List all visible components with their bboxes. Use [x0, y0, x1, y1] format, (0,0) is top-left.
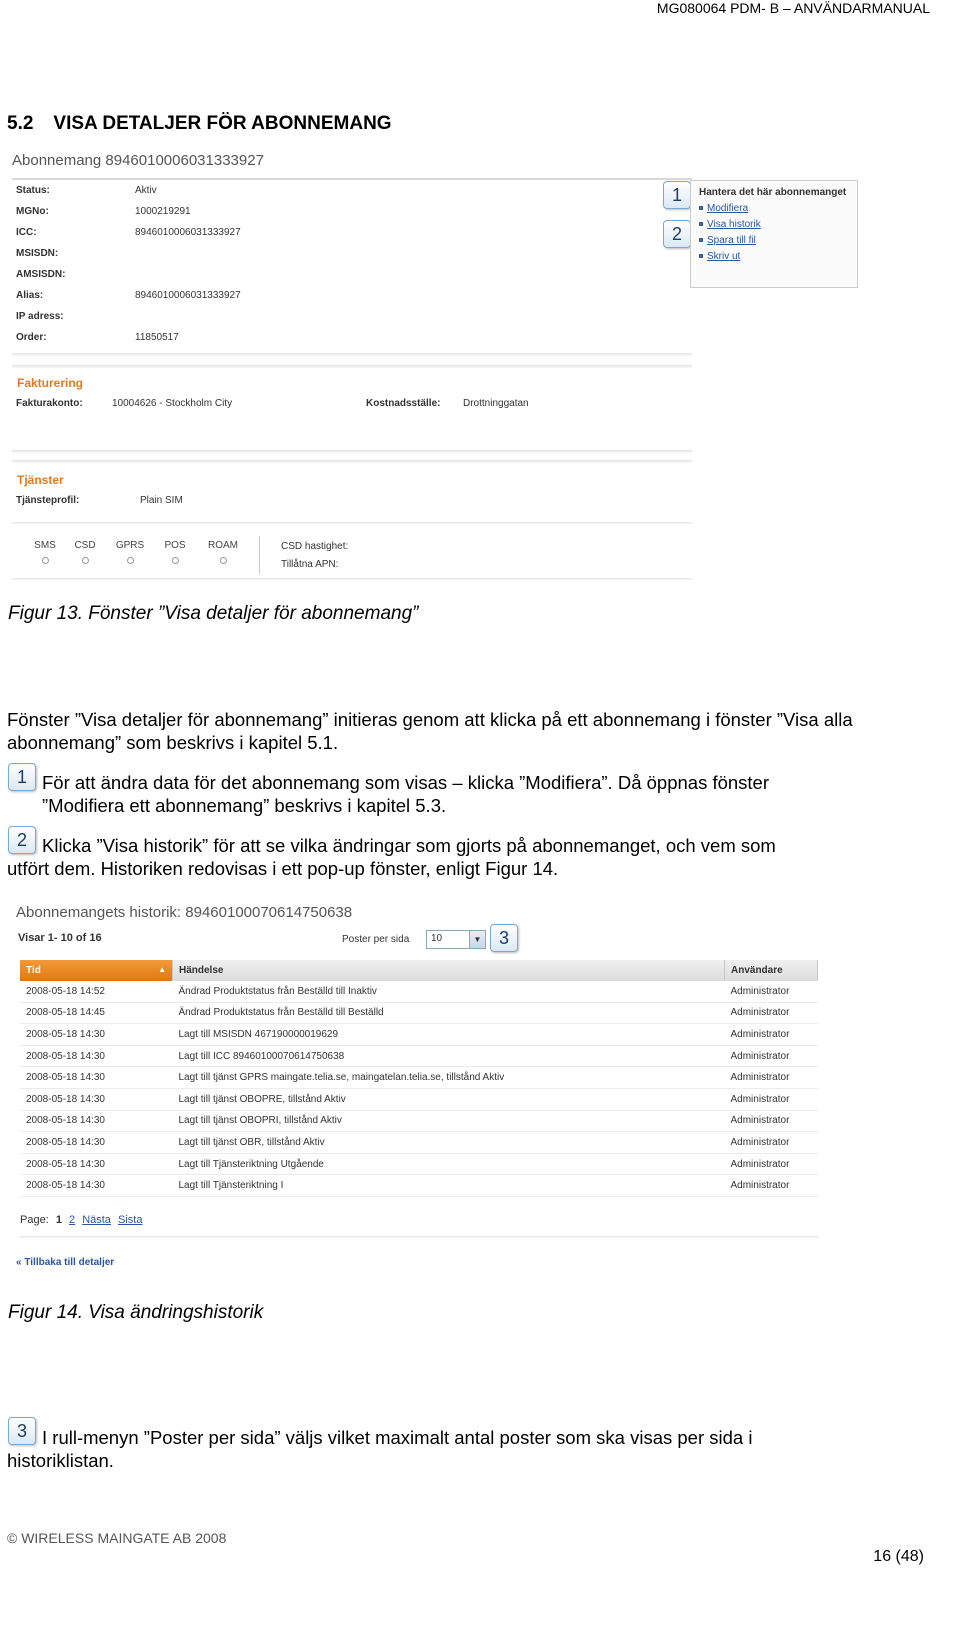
chevron-down-icon[interactable]: ▼ — [469, 931, 485, 948]
service-gprs[interactable] — [114, 540, 146, 564]
user-cell: Administrator — [725, 981, 818, 1002]
pagination-label: Page: — [20, 1214, 49, 1226]
section-divider — [12, 522, 692, 524]
section-title: VISA DETALJER FÖR ABONNEMANG — [53, 113, 392, 134]
event-cell: Lagt till tjänst GPRS maingate.telia.se, maingatelan.telia.se, tillstånd Aktiv — [173, 1067, 725, 1089]
section-divider — [12, 578, 692, 580]
per-page-label: Poster per sida — [342, 934, 410, 945]
user-cell: Administrator — [725, 1002, 818, 1024]
subscription-title: Abonnemang 8946010006031333927 — [12, 152, 264, 169]
service-roam[interactable] — [205, 540, 241, 564]
field-label-order: Order: — [16, 332, 47, 343]
cost-center-label: Kostnadsställe: — [366, 398, 441, 409]
manage-panel-title: Hantera det här abonnemanget — [699, 187, 847, 198]
document-header: MG080064 PDM- B – ANVÄNDARMANUAL — [656, 0, 930, 16]
event-cell: Ändrad Produktstatus från Beställd till Beställd — [173, 1002, 725, 1024]
field-label-ip: IP adress: — [16, 311, 64, 322]
step-1-badge: 1 — [8, 763, 36, 791]
service-profile-value: Plain SIM — [140, 495, 183, 506]
table-row — [20, 1175, 818, 1197]
column-header-event[interactable]: Händelse — [173, 960, 725, 981]
section-divider — [12, 460, 692, 463]
current-page: 1 — [55, 1214, 62, 1226]
title-divider — [12, 178, 692, 180]
field-value-alias: 8946010006031333927 — [135, 290, 241, 301]
history-screenshot — [10, 900, 830, 1280]
gprs-radio[interactable] — [127, 557, 134, 564]
step-3-text-cont: historiklistan. — [7, 1450, 114, 1471]
sms-radio[interactable] — [42, 557, 49, 564]
callout-badge-1: 1 — [663, 181, 691, 209]
service-csd-label: CSD — [74, 540, 96, 551]
service-sms-label: SMS — [34, 540, 56, 551]
table-row — [20, 981, 818, 1002]
pos-radio[interactable] — [172, 557, 179, 564]
copyright: © WIRELESS MAINGATE AB 2008 — [7, 1530, 227, 1546]
per-page-select[interactable] — [426, 930, 486, 949]
user-cell: Administrator — [725, 1024, 818, 1046]
event-cell: Lagt till Tjänsteriktning Utgående — [173, 1153, 725, 1175]
section-divider — [12, 353, 692, 356]
time-cell: 2008-05-18 14:30 — [20, 1132, 173, 1154]
step-1-text: För att ändra data för det abonnemang som visas – klicka ”Modifiera”. Då öppnas fönster — [42, 772, 770, 793]
event-cell: Lagt till tjänst OBOPRI, tillstånd Aktiv — [173, 1110, 725, 1132]
event-cell: Lagt till MSISDN 467190000019629 — [173, 1024, 725, 1046]
table-row — [20, 1110, 818, 1132]
event-cell: Lagt till tjänst OBOPRE, tillstånd Aktiv — [173, 1088, 725, 1110]
section-divider — [12, 365, 692, 368]
modify-link[interactable]: Modifiera — [699, 203, 748, 214]
step-3-text: I rull-menyn ”Poster per sida” väljs vilket maximalt antal poster som ska visas per sida i — [42, 1427, 753, 1448]
billing-account-value: 10004626 - Stockholm City — [112, 398, 233, 409]
field-label-alias: Alias: — [16, 290, 44, 301]
figure-14-caption: Figur 14. Visa ändringshistorik — [8, 1302, 264, 1323]
field-label-status: Status: — [16, 185, 50, 196]
table-row — [20, 1045, 818, 1067]
user-cell: Administrator — [725, 1153, 818, 1175]
time-cell: 2008-05-18 14:52 — [20, 981, 173, 1002]
page-number: 16 (48) — [873, 1548, 924, 1565]
table-row — [20, 1002, 818, 1024]
user-cell: Administrator — [725, 1045, 818, 1067]
service-pos[interactable] — [159, 540, 191, 564]
time-cell: 2008-05-18 14:30 — [20, 1045, 173, 1067]
table-row — [20, 1088, 818, 1110]
field-value-status: Aktiv — [135, 185, 157, 196]
service-profile-label: Tjänsteprofil: — [16, 495, 80, 506]
time-cell: 2008-05-18 14:30 — [20, 1024, 173, 1046]
table-row — [20, 1024, 818, 1046]
roam-radio[interactable] — [220, 557, 227, 564]
service-pos-label: POS — [164, 540, 186, 551]
step-2-text: Klicka ”Visa historik” för att se vilka ändringar som gjorts på abonnemanget, och vem som — [42, 835, 776, 856]
page-2-link[interactable]: 2 — [69, 1214, 76, 1226]
field-value-order: 11850517 — [135, 332, 179, 343]
service-gprs-label: GPRS — [115, 540, 145, 551]
field-label-msisdn: MSISDN: — [16, 248, 59, 259]
print-link[interactable]: Skriv ut — [699, 251, 740, 262]
last-page-link[interactable]: Sista — [118, 1214, 143, 1226]
history-count: Visar 1- 10 of 16 — [18, 932, 102, 944]
event-cell: Lagt till tjänst OBR, tillstånd Aktiv — [173, 1132, 725, 1154]
subscription-details-screenshot — [10, 150, 886, 602]
step-3-badge: 3 — [8, 1417, 36, 1445]
csd-speed-label: CSD hastighet: — [281, 541, 349, 552]
sort-arrow-icon[interactable]: ▲ — [158, 965, 166, 974]
cost-center-value: Drottninggatan — [463, 398, 529, 409]
user-cell: Administrator — [725, 1175, 818, 1197]
time-cell: 2008-05-18 14:45 — [20, 1002, 173, 1024]
callout-badge-3: 3 — [490, 924, 518, 952]
services-separator — [259, 536, 260, 574]
table-row — [20, 1132, 818, 1154]
view-history-link[interactable]: Visa historik — [699, 219, 761, 230]
column-header-time[interactable]: Tid ▲ — [20, 960, 173, 981]
column-header-user[interactable]: Användare — [725, 960, 818, 981]
billing-heading: Fakturering — [17, 376, 84, 390]
history-title: Abonnemangets historik: 89460100070614750638 — [16, 904, 353, 921]
services-heading: Tjänster — [17, 473, 64, 487]
time-cell: 2008-05-18 14:30 — [20, 1110, 173, 1132]
save-to-file-link[interactable]: Spara till fil — [699, 235, 756, 246]
field-value-icc: 8946010006031333927 — [135, 227, 241, 238]
user-cell: Administrator — [725, 1110, 818, 1132]
billing-account-label: Fakturakonto: — [16, 398, 83, 409]
field-value-mgno: 1000219291 — [135, 206, 191, 217]
field-label-amsisdn: AMSISDN: — [16, 269, 66, 280]
user-cell: Administrator — [725, 1088, 818, 1110]
step-2-text-cont: utfört dem. Historiken redovisas i ett pop-up fönster, enligt Figur 14. — [7, 858, 559, 879]
service-csd[interactable] — [69, 540, 101, 564]
user-cell: Administrator — [725, 1132, 818, 1154]
event-cell: Lagt till ICC 89460100070614750638 — [173, 1045, 725, 1067]
figure-13-caption: Figur 13. Fönster ”Visa detaljer för abonnemang” — [8, 603, 419, 624]
pagination — [20, 1214, 142, 1226]
step-2-badge: 2 — [8, 826, 36, 854]
table-row — [20, 1067, 818, 1089]
table-row — [20, 1153, 818, 1175]
section-divider — [12, 450, 692, 453]
event-cell: Lagt till Tjänsteriktning I — [173, 1175, 725, 1197]
field-label-icc: ICC: — [16, 227, 37, 238]
time-cell: 2008-05-18 14:30 — [20, 1088, 173, 1110]
user-cell: Administrator — [725, 1067, 818, 1089]
section-number: 5.2 — [7, 113, 34, 134]
service-sms[interactable] — [29, 540, 61, 564]
manage-subscription-panel — [690, 180, 858, 288]
next-page-link[interactable]: Nästa — [82, 1214, 111, 1226]
event-cell: Ändrad Produktstatus från Beställd till Inaktiv — [173, 981, 725, 1002]
step-1-text-cont: ”Modifiera ett abonnemang” beskrivs i kapitel 5.3. — [42, 795, 447, 816]
time-cell: 2008-05-18 14:30 — [20, 1067, 173, 1089]
intro-paragraph: Fönster ”Visa detaljer för abonnemang” initieras genom att klicka på ett abonnemang i fönster ”Visa alla abonnemang” som beskrivs i kapitel 5.1. — [7, 709, 853, 753]
section-heading — [7, 113, 392, 135]
pager-divider — [20, 1236, 818, 1238]
allowed-apn-label: Tillåtna APN: — [281, 559, 339, 570]
field-label-mgno: MGNo: — [16, 206, 49, 217]
callout-badge-2: 2 — [663, 220, 691, 248]
time-cell: 2008-05-18 14:30 — [20, 1153, 173, 1175]
time-cell: 2008-05-18 14:30 — [20, 1175, 173, 1197]
back-to-details-link[interactable]: « Tillbaka till detaljer — [16, 1257, 115, 1268]
history-table — [20, 960, 818, 1197]
service-roam-label: ROAM — [208, 540, 238, 551]
csd-radio[interactable] — [82, 557, 89, 564]
per-page-value: 10 — [431, 933, 443, 944]
